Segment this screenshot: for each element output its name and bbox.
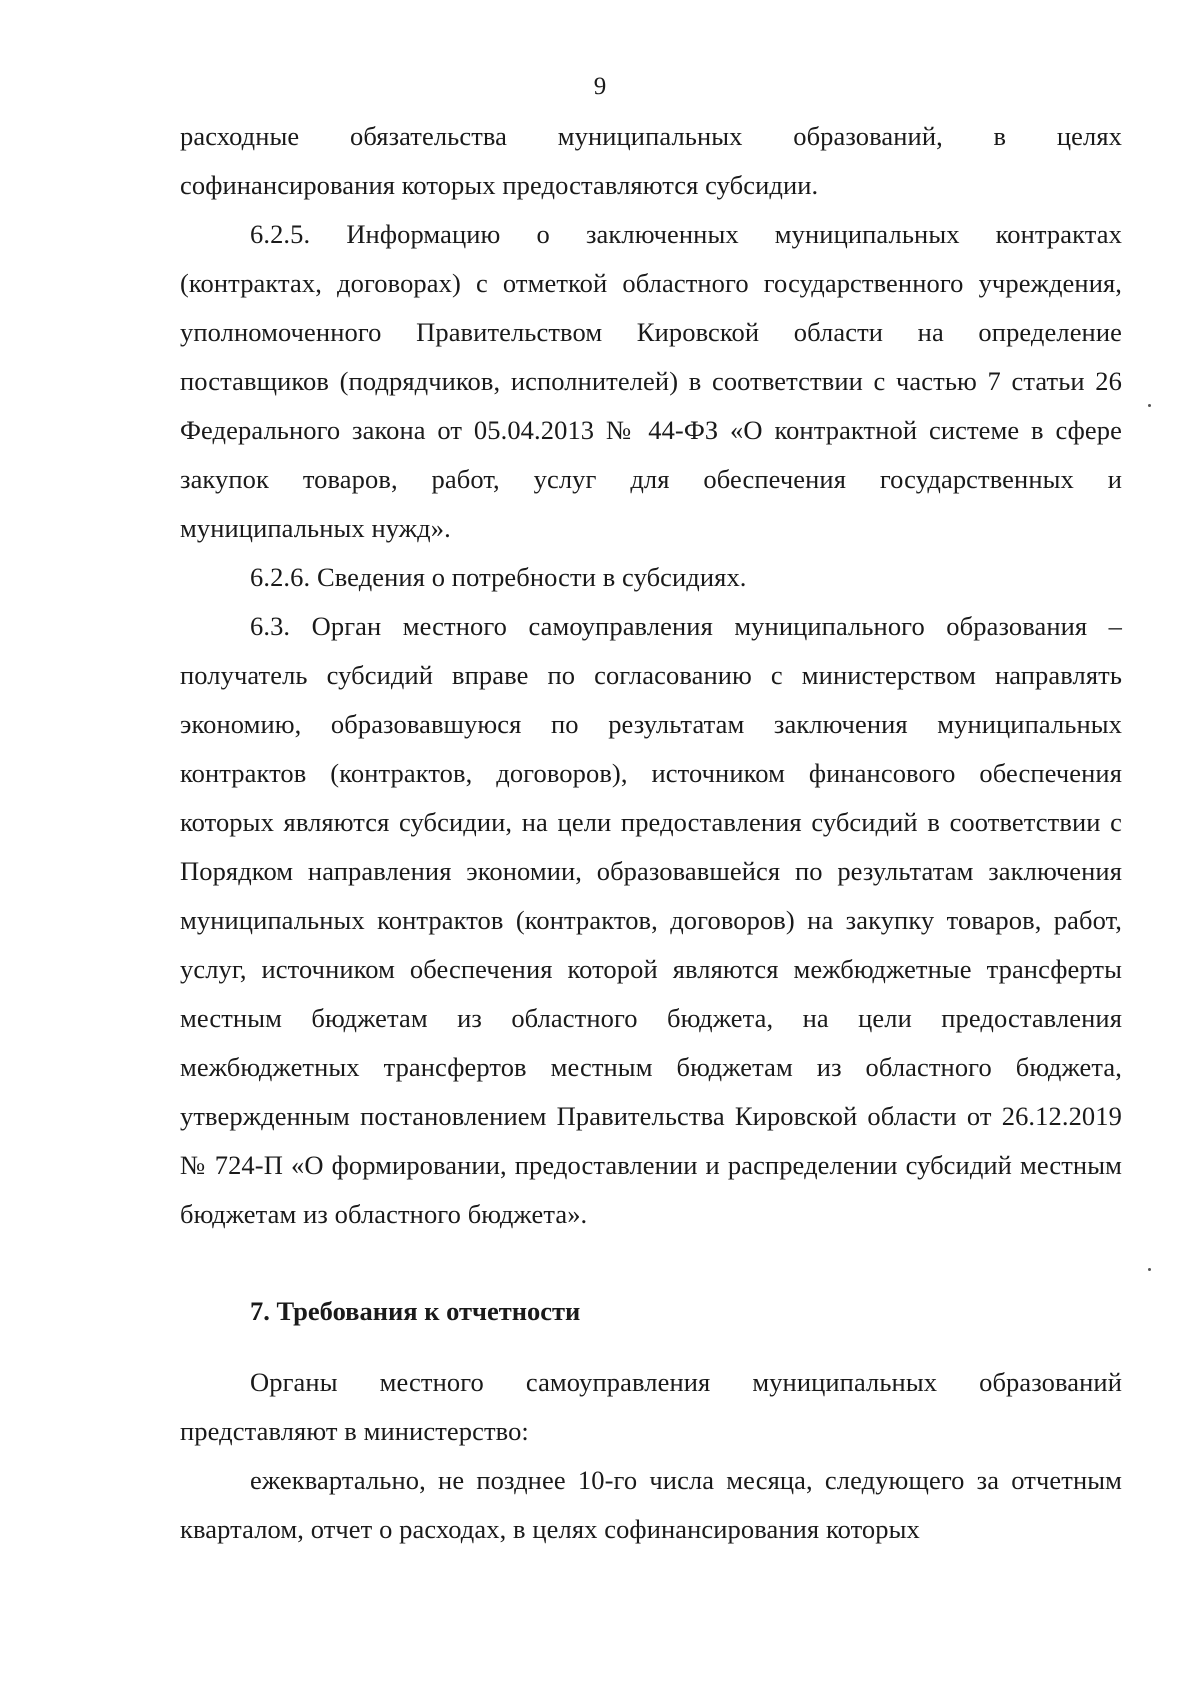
document-body [180,112,1122,1554]
paragraph-7-quarterly: ежеквартально, не позднее 10-го числа месяца, следующего за отчетным кварталом, отчет о расходах, в целях софинансирования которых [180,1465,1122,1544]
paragraph-7-intro: Органы местного самоуправления муниципальных образований представляют в министерство: [180,1367,1122,1446]
scan-speck [1148,1268,1151,1271]
scan-speck [1148,404,1151,407]
paragraph-continuation: расходные обязательства муниципальных образований, в целях софинансирования которых предоставляются субсидии. [180,121,1122,200]
paragraph-6-2-6: 6.2.6. Сведения о потребности в субсидиях. [250,562,747,592]
paragraph-6-2-5: 6.2.5. Информацию о заключенных муниципальных контрактах (контрактах, договорах) с отметкой областного государственного учреждения, уполномоченного Правительством Кировской области на определение поставщиков (подрядчиков, исполнителей) в соответствии с частью 7 статьи 26 Федерального закона от 05.04.2013 № 44-ФЗ «О контрактной системе в сфере закупок товаров, работ, услуг для обеспечения государственных и муниципальных нужд». [180,219,1122,543]
page-number: 9 [593,73,607,100]
section-heading: 7. Требования к отчетности [250,1296,581,1326]
paragraph-6-3: 6.3. Орган местного самоуправления муниципального образования – получатель субсидий вправе по согласованию с министерством направлять экономию, образовавшуюся по результатам заключения муниципальных контрактов (контрактов, договоров), источником финансового обеспечения которых являются субсидии, на цели предоставления субсидий в соответствии с Порядком направления экономии, образовавшейся по результатам заключения муниципальных контрактов (контрактов, договоров) на закупку товаров, работ, услуг, источником обеспечения которой являются межбюджетные трансферты местным бюджетам из областного бюджета, на цели предоставления межбюджетных трансфертов местным бюджетам из областного бюджета, утвержденным постановлением Правительства Кировской области от 26.12.2019 № 724-П «О формировании, предоставлении и распределении субсидий местным бюджетам из областного бюджета». [180,611,1122,1229]
